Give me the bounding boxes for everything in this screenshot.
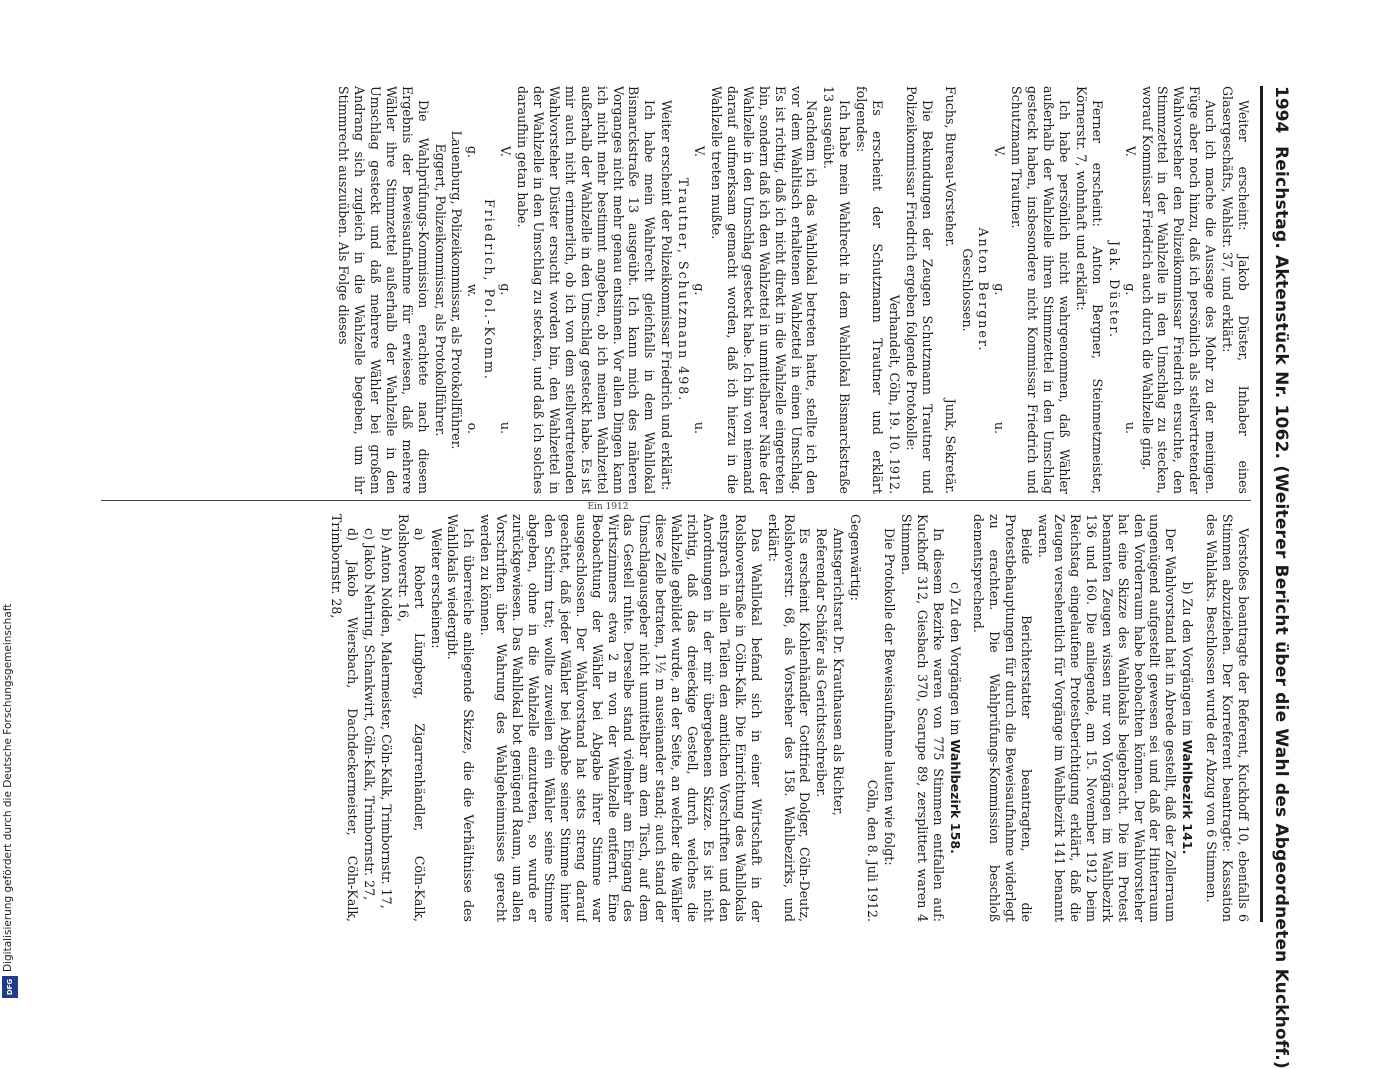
place-date: Cöln, den 8. Juli 1912. [865,779,881,922]
page-header [1260,86,1303,1069]
signature: Junk, Sekretär. [942,398,958,494]
paragraph: Die Bekundungen der Zeugen Schutzmann Trautner und Polizeikommissar Friedrich ergeben folgende Protokolle: [903,86,935,494]
dfg-logo-icon: DFG [2,976,18,998]
left-column [101,86,1251,494]
page-number: 1994 [1271,86,1291,134]
paragraph: Ich habe mein Wahlrecht in dem Wahllokal Bismarckstraße 13 ausgeübt. [821,86,853,494]
paragraph: Es erscheint Kohlenhändler Gottfried Dolger, Cöln-Deutz, Rolshoverstr. 68, als Vorsteher des 158. Wahlbezirks, und erklärt: [765,514,813,922]
signature: Anton Bergner. [976,227,992,353]
signature-line [942,86,958,494]
signature: Jak. Düster. [1106,240,1122,340]
signature: Trautner, Schutzmann 498. [676,177,692,403]
paragraph: In diesem Bezirke waren von 775 Stimmen entfallen auf: Kuckhoff 312, Giesbach 370, Scarupe 89, zersplittert waren 4 Stimmen. [898,514,946,922]
signature: Eggert, Polizeikommissar, als Protokollführer. [432,143,448,437]
right-column [101,514,1251,922]
vgu-line: V. g. u. [692,146,708,434]
signature: Fuchs, Bureau-Vorsteher. [942,86,958,247]
paragraph: Verstoßes beantragte der Referent, Kuckhoff 10, ebenfalls 6 Stimmen abzuziehen. Der Korreferent beantragte: Kassation des Wahlakts. Beschlossen wurde der Abzug von 6 Stimmen. [1204,514,1251,922]
margin-note: Ein 1912 [587,502,629,512]
column-divider [101,500,1251,501]
paragraph: Nachdem ich das Wahllokal betreten hatte, stellte ich den vor dem Wahltisch erhaltenen Wahlzettel in einen Umschlag. Es ist richtig, daß ich nicht direkt in die Wahlzelle eingetreten bin, sondern daß ich den Wahlzettel in unmittelbarer Nähe der Wahlzelle in den Umschlag gesteckt habe. Ich bin von niemand darauf aufmerksam gemacht worden, daß ich hierzu in die Wahlzelle treten mußte. [709,86,820,494]
list-item: a) Robert Lüngberg, Zigarrenhändler, Cöln-Kalk, Rolshoverstr. 16, [395,514,427,922]
paragraph: Ich überreiche anliegende Skizze, die die Verhältnisse des Wahllokals wiedergibt. [445,514,477,922]
place-date: Verhandelt, Cöln, 19. 10. 1912. [886,294,902,494]
paragraph: Es erscheint der Schutzmann Trautner und erklärt folgendes: [854,86,886,494]
signature: Friedrich, Pol.-Komm. [482,199,498,381]
vgu-line: V. g. u. [992,146,1008,434]
list-item: b) Anton Nolden, Malermeister, Cöln-Kalk, Trimbornstr. 17, [378,528,394,909]
paragraph: Die Wahlprüfungs-Kommission erachtete nach diesem Ergebnis der Beweisaufnahme für erwiesen, daß mehrere Wähler ihre Stimmzettel außerhalb der Wahlzelle in den Umschlag gesteckt und daß mehrere Wähler bei großem Andrang sich zugleich in die Wahlzelle begeben, um ihr Stimmrecht auszuüben. Als Folge dieses [336,86,431,494]
paragraph: Ich habe mein Wahlrecht gleichfalls in dem Wahllokal Bismarckstraße 13 ausgeübt. Ich kann mich des näheren Vorganges nicht mehr genau entsinnen. Vor allen Dingen kann ich nicht mehr bestimmt angeben, ob ich meinen Wahlzettel außerhalb der Wahlzelle in den Umschlag gesteckt habe. Es ist mir auch nicht erinnerlich, ob ich von dem stellvertretenden Wahlvorsteher Düster ersucht worden bin, den Wahlzettel in der Wahlzelle in den Umschlag zu stecken, und daß ich solches daraufhin getan habe. [515,86,658,494]
closed-note: Geschlossen. [959,248,975,332]
section-heading: b) Zu den Vorgängen im Wahlbezirk 141. [1180,581,1196,855]
vgu-line: V. g. u. [1122,146,1138,434]
present-item: Amtsgerichtsrat Dr. Krauthausen als Richter, [831,528,847,816]
gwo-line: g. w. o. [465,146,481,434]
paragraph: Das Wahllokal befand sich in einer Wirtschaft in der Rolshoverstraße in Cöln-Kalk. Die Einrichtung des Wahllokals entsprach in allen Teilen den amtlichen Vorschriften und den Anordnungen in der mir übergebenen Skizze. Es ist nicht richtig, daß das dreieckige Gestell, durch welches die Wahlzelle gebildet wurde, an der Seite, an welcher die Wähler diese Zelle betraten, 1½ m auseinander stand; auch stand der Umschlagausgeber nicht unmittelbar am dem Tisch, auf dem das Gestell ruhte. Derselbe stand vielmehr am Eingang des Wirtszimmers etwa 2 m von der Wahlzelle entfernt. Eine Beobachtung der Wähler bei Abgabe ihrer Stimme war ausgeschlossen. Der Wahlvorstand hat stets streng darauf geachtet, daß jeder Wähler bei Abgabe seiner Stimme hinter den Schirm trat; wollte zuweilen ein Wähler seine Stimme abgeben, ohne in die Wahlzelle einzutreten, so wurde er zurückgewiesen. Das Wahllokal bot genügend Raum, um allen Vorschriften über Wahrung des Wahlgeheimnisses gerecht werden zu können. [478,514,764,922]
paragraph: Die Protokolle der Beweisaufnahme lauten wie folgt: [881,528,897,866]
paragraph: Weiter erscheinen: [428,528,444,649]
section-heading: c) Zu den Vorgängen im Wahlbezirk 158. [947,582,963,854]
present-item: Referendar Schäfer als Gerichtsschreiber. [814,528,830,798]
paragraph: Weiter erscheint: Jakob Düster, Inhaber eines Glasergeschäfts, Wahlstr. 37, und erklärt: [1220,86,1251,494]
paragraph: Beide Berichterstatter beantragten, die Protestbehauptungen für durch die Beweisaufnahme widerlegt zu erachten. Die Wahlprüfungs-Kommission beschloß dementsprechend. [971,514,1035,922]
paragraph: Ferner erscheint: Anton Bergner, Steinmetzmeister, Körnerstr. 7, wohnhaft und erklärt: [1073,86,1105,494]
list-item: d) Jakob Wiersbach, Dachdeckermeister, Cöln-Kalk, Trimbornstr. 28, [329,514,361,922]
paragraph: Weiter erscheint der Polizeikommissar Friedrich und erklärt: [659,100,675,491]
vgu-line: V. g. u. [498,146,514,434]
digitization-credit [0,0,22,1000]
list-item: c) Jakob Nehring, Schankwirt, Cöln-Kalk, Trimbornstr. 27, [361,528,377,901]
signature: Lauenburg, Polizeikommissar, als Protokollführer. [449,130,465,450]
paragraph: Auch ich mache die Aussage des Mohr zu der meinigen. Füge aber noch hinzu, daß ich persönlich als stellvertretender Wahlvorsteher den Polizeikommissar Friedrich ersuchte, den Stimmzettel in der Wahlzelle in den Umschlag zu stecken, worauf Kommissar Friedrich auch durch die Wahlzelle ging. [1139,86,1219,494]
credit-text: Digitalisierung gefördert durch die Deutsche Forschungsgemeinschaft [2,603,14,972]
page-title: Reichstag. Aktenstück Nr. 1062. (Weiterer Bericht über die Wahl des Abgeordneten Kuckhoff.) [1271,146,1291,1069]
paragraph: Der Wahlvorstand hat in Abrede gestellt, daß der Zollerraum ungenügend aufgestellt gewesen sei und daß der Hinterraum den Vorderraum habe beobachten können. Der Wahlvorsteher hat eine Skizze des Wahllokals beigebracht. Die im Protest benannten Zeugen wissen nur von Vorgängen im Wahlbezirk 136 und 160. Die anliegende, am 15. November 1912 beim Reichstag eingelaufene Protestberichtigung erklärt, daß die Zeugen versehentlich für Vorgänge im Wahlbezirk 141 benannt waren. [1036,514,1179,922]
paragraph: Ich habe persönlich nicht wahrgenommen, daß Wähler außerhalb der Wahlzelle ihren Stimmzettel in den Umschlag gesteckt haben, insbesondere nicht Kommissar Friedrich und Schutzmann Trautner. [1009,86,1073,494]
present-label: Gegenwärtig: [848,514,864,601]
